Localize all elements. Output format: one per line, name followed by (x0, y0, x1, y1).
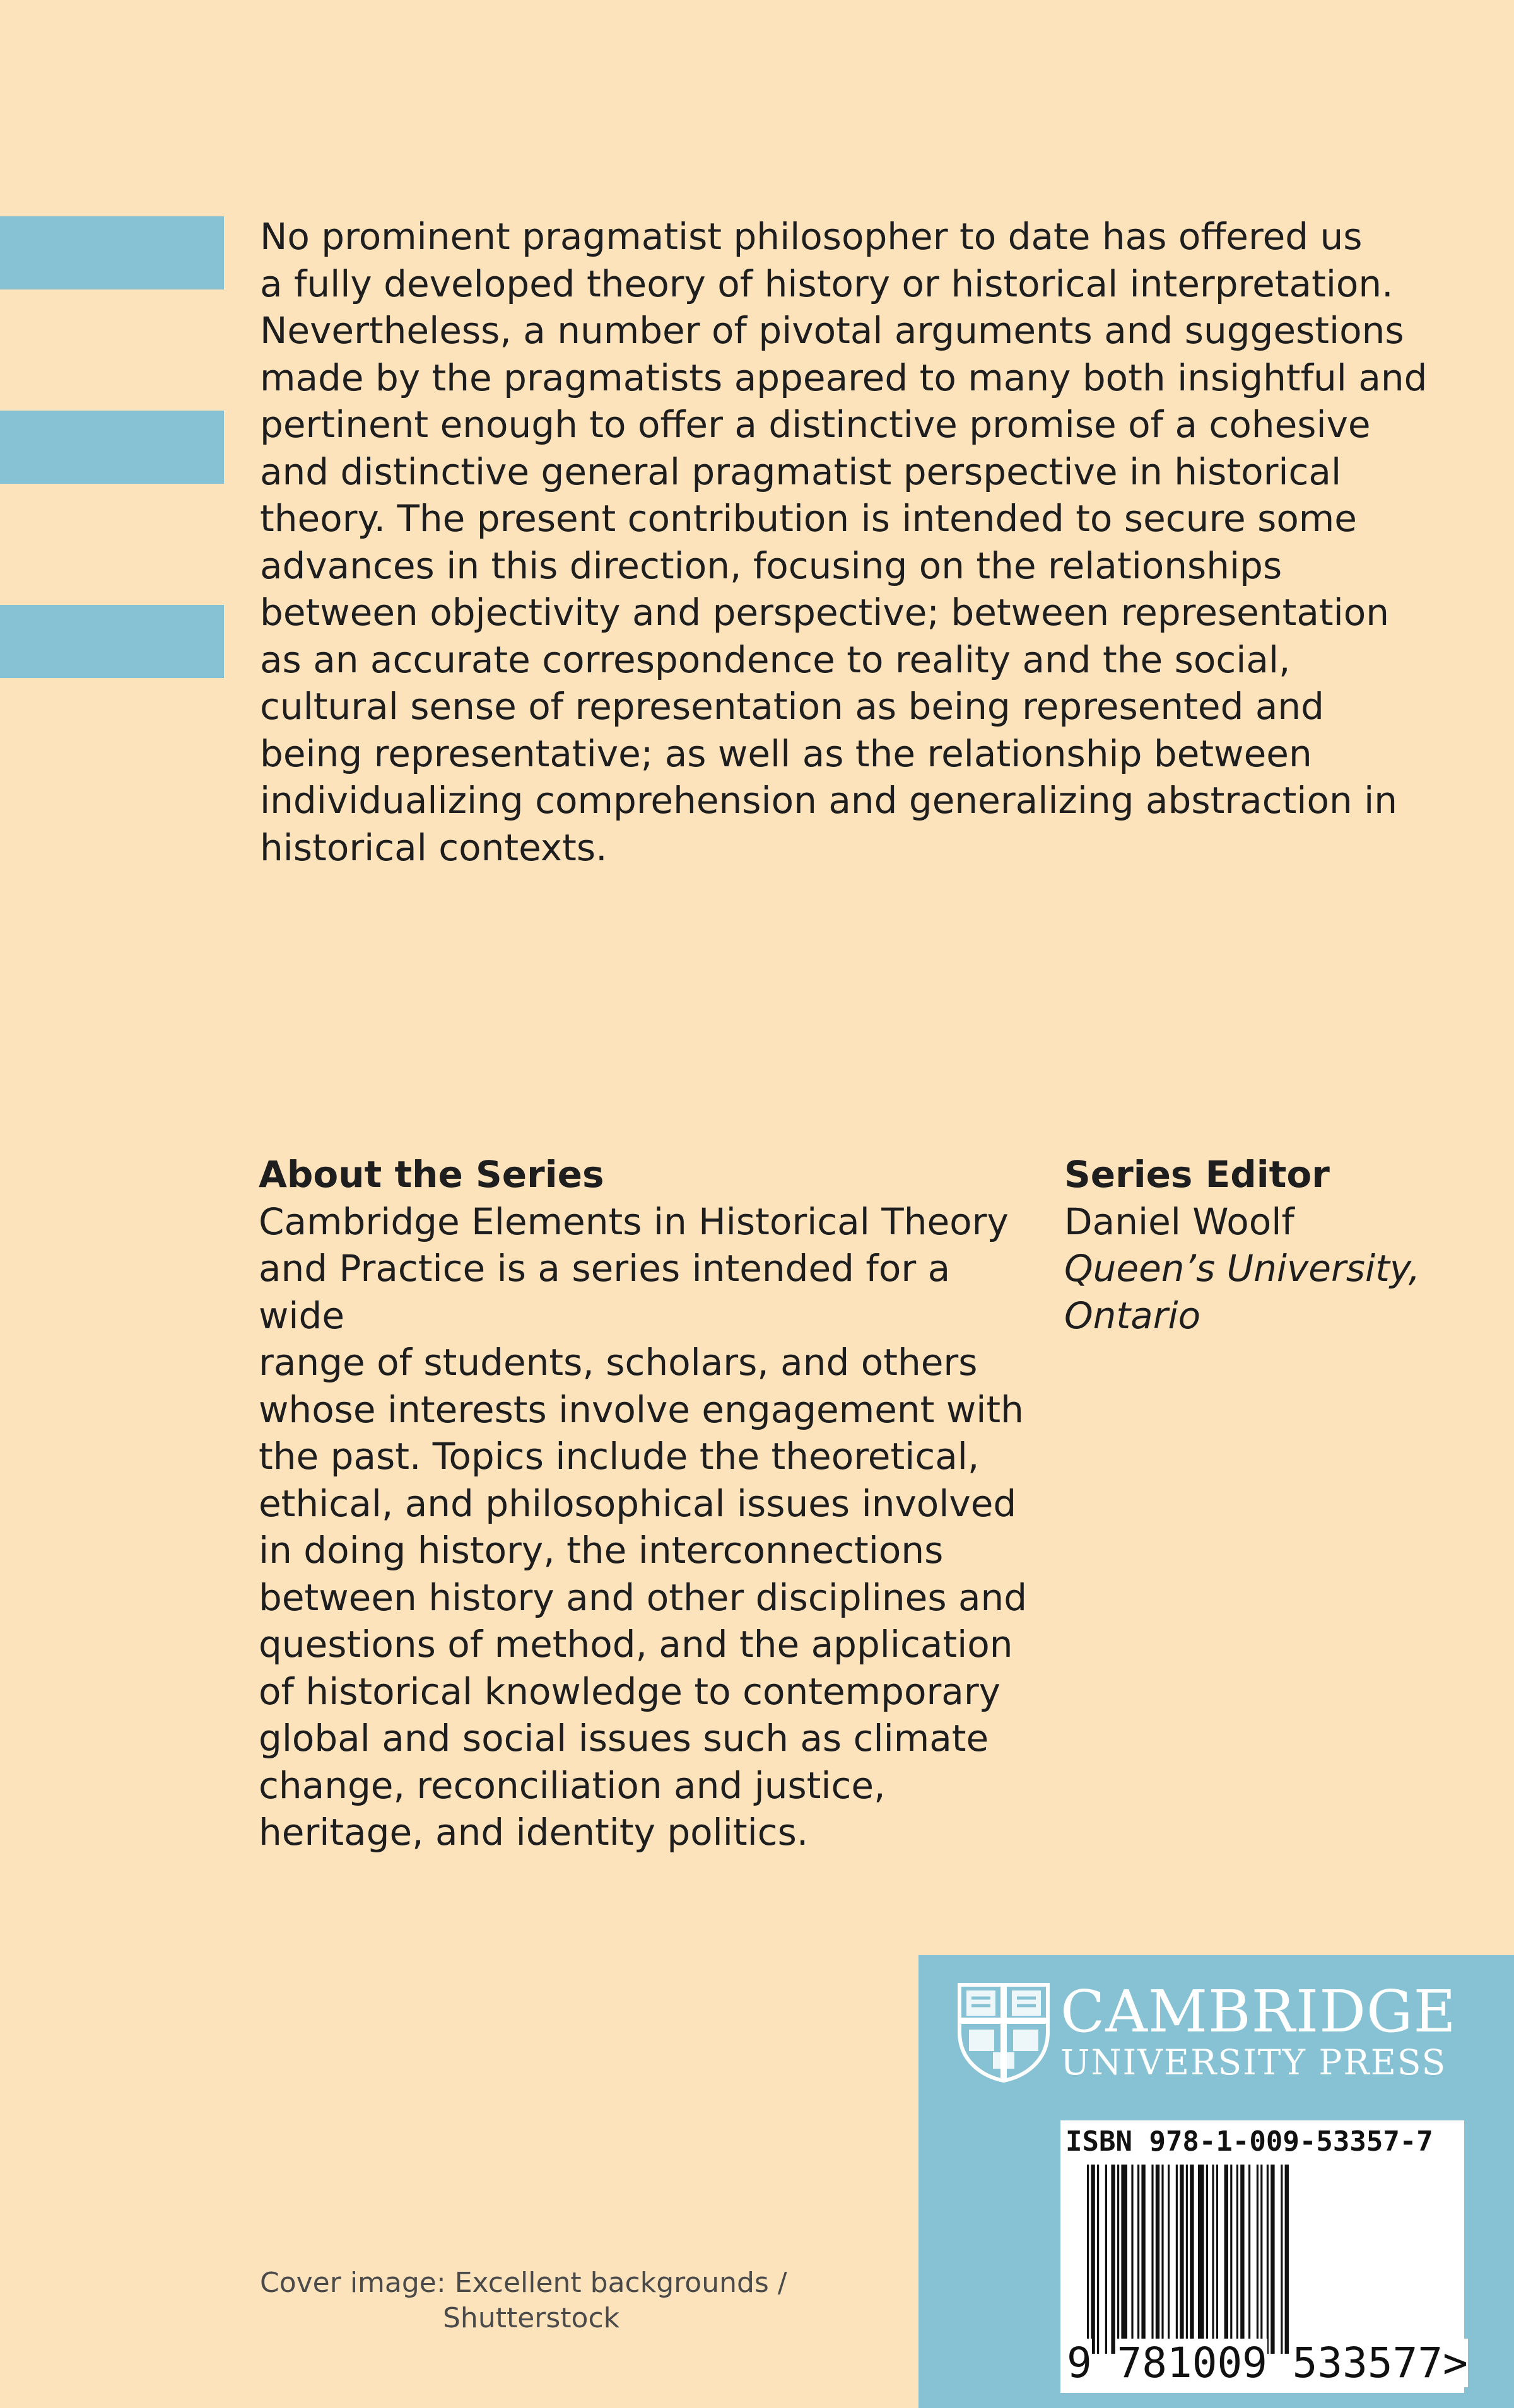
decorative-stripe-2 (0, 411, 224, 484)
about-line: whose interests involve engagement with (259, 1388, 1024, 1431)
barcode-bar (1168, 2165, 1170, 2354)
isbn-number: ISBN 978-1-009-53357-7 (1065, 2125, 1433, 2158)
ean-first-digit: 9 (1067, 2339, 1092, 2387)
barcode-bar (1257, 2165, 1259, 2354)
blurb-line: cultural sense of representation as being represented and (260, 685, 1324, 728)
credit-line-1: Cover image: Excellent backgrounds / (260, 2267, 787, 2299)
blurb-line: pertinent enough to offer a distinctive promise of a cohesive (260, 403, 1371, 446)
about-line: change, reconciliation and justice, (259, 1763, 886, 1807)
barcode-bar (1281, 2165, 1282, 2354)
barcode-bar (1240, 2165, 1244, 2354)
publisher-panel (918, 1955, 1514, 2408)
barcode-bar (1180, 2165, 1183, 2354)
barcode-bar (1151, 2165, 1153, 2354)
ean-group-1: 781009 (1117, 2339, 1267, 2387)
blurb-line: No prominent pragmatist philosopher to date has offered us (260, 215, 1363, 258)
blurb-line: theory. The present contribution is intended to secure some (260, 497, 1357, 540)
blurb-line: individualizing comprehension and generalizing abstraction in (260, 779, 1398, 822)
barcode-bar (1091, 2165, 1094, 2354)
about-line: the past. Topics include the theoretical, (259, 1435, 980, 1478)
about-line: global and social issues such as climate (259, 1717, 989, 1760)
blurb-line: Nevertheless, a number of pivotal arguments and suggestions (260, 309, 1404, 352)
barcode-bar (1087, 2165, 1089, 2354)
blurb-line: historical contexts. (260, 826, 607, 869)
about-series-text (259, 1198, 1035, 1856)
barcode-bar (1270, 2165, 1274, 2354)
publisher-name-line-1: CAMBRIDGE (1060, 1978, 1457, 2045)
barcode-bar (1230, 2165, 1232, 2354)
about-line: heritage, and identity politics. (259, 1811, 809, 1854)
about-line: ethical, and philosophical issues involved (259, 1482, 1017, 1525)
barcode-bars (1086, 2165, 1458, 2354)
isbn-barcode (1060, 2120, 1468, 2393)
series-editor-affiliation-2: Ontario (1064, 1294, 1201, 1337)
barcode-bar (1137, 2165, 1139, 2354)
barcode-bar (1111, 2165, 1115, 2354)
barcode-bar (1186, 2165, 1188, 2354)
decorative-stripe-3 (0, 605, 224, 678)
barcode-bar (1216, 2165, 1218, 2354)
series-editor-name: Daniel Woolf (1064, 1200, 1294, 1243)
barcode-bar (1097, 2165, 1099, 2354)
barcode-bar (1285, 2165, 1289, 2354)
barcode-bar (1267, 2165, 1269, 2354)
barcode-bar (1131, 2165, 1133, 2354)
blurb-line: advances in this direction, focusing on the relationships (260, 544, 1282, 587)
cambridge-shield-icon (956, 1982, 1051, 2083)
series-editor-affiliation-1: Queen’s University, (1064, 1247, 1421, 1290)
ean-arrow: > (1443, 2339, 1468, 2387)
barcode-bar (1260, 2165, 1262, 2354)
blurb-line: between objectivity and perspective; between representation (260, 591, 1389, 634)
barcode-bar (1156, 2165, 1159, 2354)
book-blurb (260, 213, 1446, 871)
barcode-bar (1141, 2165, 1145, 2354)
barcode-bar (1212, 2165, 1214, 2354)
about-line: and Practice is a series intended for a wide (259, 1247, 951, 1337)
blurb-line: being representative; as well as the relationship between (260, 732, 1312, 775)
barcode-bar (1190, 2165, 1194, 2354)
series-editor-section (1064, 1151, 1468, 1339)
barcode-bar (1248, 2165, 1250, 2354)
barcode-bar (1161, 2165, 1163, 2354)
ean-digits (1067, 2335, 1468, 2392)
publisher-name-line-2: UNIVERSITY PRESS (1060, 2042, 1447, 2083)
about-line: between history and other disciplines and (259, 1575, 1028, 1619)
barcode-bar (1224, 2165, 1228, 2354)
about-line: of historical knowledge to contemporary (259, 1669, 1001, 1713)
blurb-line: as an accurate correspondence to reality and the social, (260, 638, 1291, 681)
about-line: in doing history, the interconnections (259, 1529, 944, 1572)
barcode-bar (1236, 2165, 1238, 2354)
about-line: questions of method, and the application (259, 1623, 1013, 1666)
cover-image-credit (260, 2265, 828, 2336)
blurb-line: and distinctive general pragmatist perspective in historical (260, 450, 1342, 493)
blurb-line: made by the pragmatists appeared to many both insightful and (260, 356, 1428, 399)
barcode-bar (1105, 2165, 1107, 2354)
about-line: Cambridge Elements in Historical Theory (259, 1200, 1009, 1243)
barcode-bar (1206, 2165, 1208, 2354)
decorative-stripe-1 (0, 216, 224, 289)
barcode-bar (1117, 2165, 1119, 2354)
barcode-bar (1121, 2165, 1127, 2354)
blurb-line: a fully developed theory of history or historical interpretation. (260, 262, 1394, 305)
publisher-name (1060, 1978, 1502, 2083)
barcode-bar (1198, 2165, 1204, 2354)
about-series-section (259, 1151, 1035, 1856)
publisher-logo (956, 1978, 1499, 2083)
ean-group-2: 533577 (1292, 2339, 1443, 2387)
credit-line-2: Shutterstock (443, 2302, 620, 2334)
barcode-bar (1176, 2165, 1178, 2354)
about-line: range of students, scholars, and others (259, 1341, 978, 1384)
series-editor-heading: Series Editor (1064, 1153, 1330, 1196)
about-series-heading: About the Series (259, 1153, 604, 1196)
